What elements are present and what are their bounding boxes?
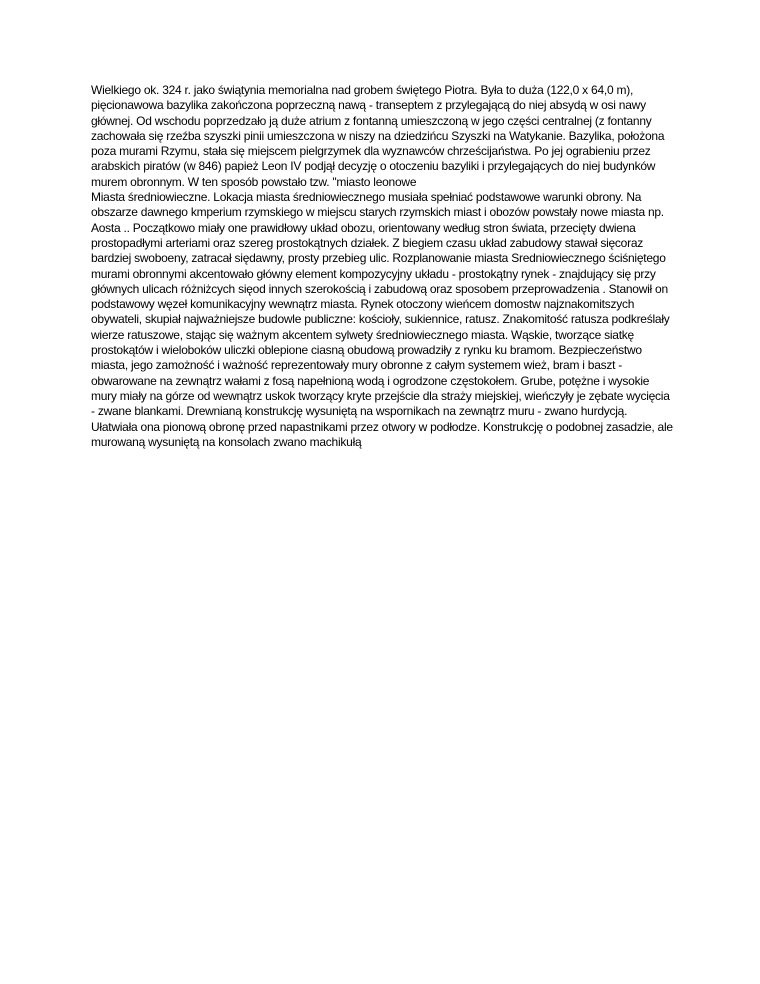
- paragraph-medieval-towns: Miasta średniowieczne. Lokacja miasta średniowiecznego musiała spełniać podstawowe warunki obrony. Na obszarze dawnego kmperium rzymskiego w miejscu starych rzymskich miast i obozów powstały nowe miasta np. Aosta .. Początkowo miały one prawidłowy układ obozu, orientowany według stron świata, przecięty dwiena prostopadłymi arteriami oraz szereg prostokątnych działek. Z biegiem czasu układ zabudowy stawał sięcoraz bardziej swoboeny, zatracał siędawny, prosty przebieg ulic. Rozplanowanie miasta Sredniowiecznego ściśniętego murami obronnymi akcentowało główny element kompozycyjny układu - prostokątny rynek - znajdujący się przy głównych ulicach różniżcych sięod innych szerokością i zabudową oraz sposobem przeprowadzenia . Stanowił on podstawowy węzeł komunikacyjny wewnątrz miasta. Rynek otoczony wieńcem domostw najznakomitszych obywateli, skupiał najważniejsze budowle publiczne: kościoły, sukiennice, ratusz. Znakomitość ratusza podkreślały wierze ratuszowe, stając się ważnym akcentem sylwety średniowiecznego miasta. Wąskie, tworzące siatkę prostokątów i wieloboków uliczki oblepione ciasną obudową prowadziły z rynku ku bramom. Bezpieczeństwo miasta, jego zamożność i ważność reprezentowały mury obronne z całym systemem wież, bram i baszt - obwarowane na zewnątrz wałami z fosą napełnioną wodą i ogrodzone częstokołem. Grube, potężne i wysokie mury miały na górze od wewnątrz uskok tworzący kryte przejście dla straży miejskiej, wieńczyły je zębate wycięcia - zwane blankami. Drewnianą konstrukcję wysuniętą na wspornikach na zewnątrz muru - zwano hurdycją. Ułatwiała ona pionową obronę przed napastnikami przez otwory w podłodze. Konstrukcję o podobnej zasadzie, ale murowaną wysuniętą na konsolach zwano machikułą: [91, 190, 673, 449]
- document-page: [91, 83, 673, 450]
- paragraph-basilica: Wielkiego ok. 324 r. jako świątynia memorialna nad grobem świętego Piotra. Była to duża (122,0 x 64,0 m), pięcionawowa bazylika zakończona poprzeczną nawą - transeptem z przylegającą do niej absydą w osi nawy głównej. Od wschodu poprzedzało ją duże atrium z fontanną umieszczoną w jego części centralnej (z fontanny zachowała się rzeźba szyszki pinii umieszczona w niszy na dziedzińcu Szyszki na Watykanie. Bazylika, położona poza murami Rzymu, stała się miejscem pielgrzymek dla wyznawców chrześcijaństwa. Po jej ograbieniu przez arabskich piratów (w 846) papież Leon IV podjął decyzję o otoczeniu bazyliki i przylegających do niej budynków murem obronnym. W ten sposób powstało tzw. "miasto leonowe: [91, 83, 665, 189]
